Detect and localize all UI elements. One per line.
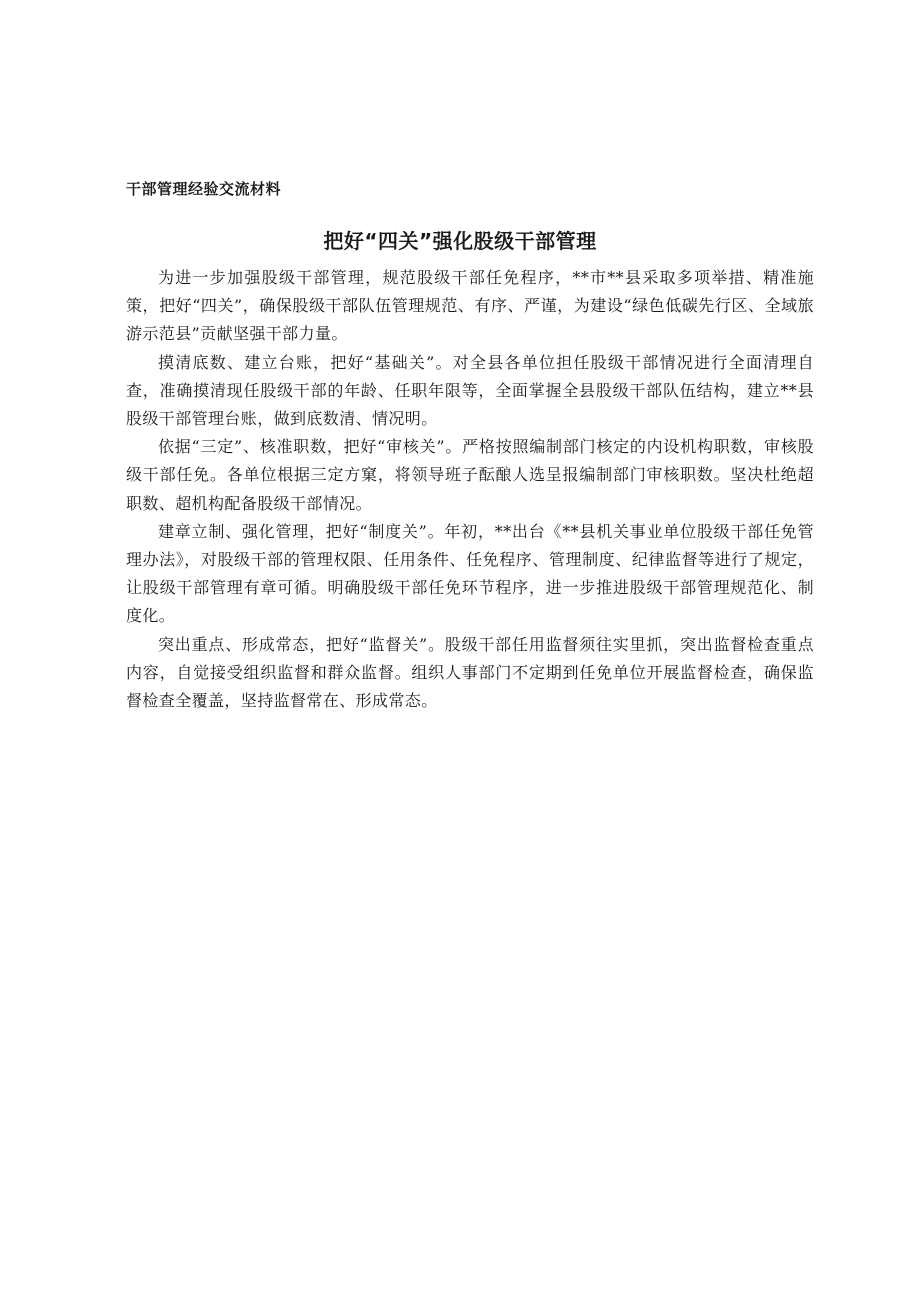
document-category-label: 干部管理经验交流材料 [126,180,282,198]
document-title: 把好“四关”强化股级干部管理 [323,229,597,253]
document-body [126,264,814,715]
paragraph-supervision: 突出重点、形成常态，把好“监督关”。股级干部任用监督须往实里抓，突出监督检查重点内容，自觉接受组织监督和群众监督。组织人事部门不定期到任免单位开展监督检查，确保监督检查全覆盖，坚持监督常在、形成常态。 [126,634,814,711]
paragraph-review: 依据“三定”、核准职数，把好“审核关”。严格按照编制部门核定的内设机构职数，审核股级干部任免。各单位根据三定方窠，将领导班子酝酿人选呈报编制部门审核职数。坚决杜绝超职数、超机构配备股级干部情况。 [126,437,814,513]
paragraph-system: 建章立制、强化管理，把好“制度关”。年初，**出台《**县机关事业单位股级干部任免管理办法》，对股级干部的管理权限、任用条件、任免程序、管理制度、纪律监督等进行了规定，让股级干部管理有章可循。明确股级干部任免环节程序，进一步推进股级干部管理规范化、制度化。 [126,521,814,626]
paragraph-foundation: 摸清底数、建立台账，把好“基础关”。对全县各单位担任股级干部情况进行全面清理自查，准确摸清现任股级干部的年龄、任职年限等，全面掌握全县股级干部队伍结构，建立**县股级干部管理台账，做到底数清、情况明。 [126,352,814,429]
paragraph-intro: 为进一步加强股级干部管理，规范股级干部任免程序，**市**县采取多项举措、精准施策，把好“四关”，确保股级干部队伍管理规范、有序、严谨，为建设“绿色低碳先行区、全域旅游示范县”贡献坚强干部力量。 [126,268,814,344]
